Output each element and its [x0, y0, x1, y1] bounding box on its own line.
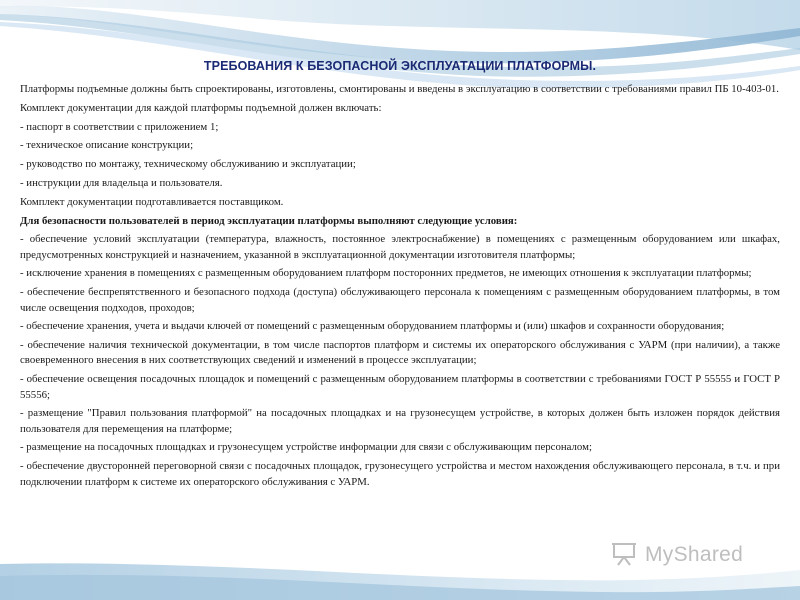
slide-body — [20, 82, 780, 493]
body-paragraph: - обеспечение условий эксплуатации (температура, влажность, постоянное электроснабжение) в помещениях с размещенным оборудованием или шкафах, предусмотренных конструкцией и назначением, указанной в эксплуатационной документации изготовителя платформы; — [20, 233, 780, 261]
body-paragraph: Комплект документации для каждой платформы подъемной должен включать: — [20, 101, 382, 114]
body-paragraph: - обеспечение освещения посадочных площадок и помещений с размещенным оборудованием платформы в соответствии с требованиями ГОСТ Р 55555 и ГОСТ Р 55556; — [20, 373, 780, 401]
body-paragraph: - обеспечение беспрепятственного и безопасного подхода (доступа) обслуживающего персонала к помещениям с размещенным оборудованием платформы, в том числе освещения подходов, проходов; — [20, 286, 780, 314]
watermark — [605, 540, 785, 568]
body-paragraph: - паспорт в соответствии с приложением 1; — [20, 120, 219, 133]
body-paragraph: - инструкции для владельца и пользователя. — [20, 176, 223, 189]
body-paragraph: - размещение "Правил пользования платформой" на посадочных площадках и на грузонесущем устройстве, в которых должен быть изложен порядок действия пользователя для перемещения на платформе; — [20, 407, 780, 435]
body-paragraph: - техническое описание конструкции; — [20, 139, 194, 152]
body-paragraph: - обеспечение наличия технической документации, в том числе паспортов платформ и системы их операторского обслуживания с УАРМ (при наличии), а также своевременного внесения в них соответствующих сведений и изменений в процессе эксплуатации; — [20, 339, 780, 367]
body-paragraph: - обеспечение хранения, учета и выдачи ключей от помещений с размещенным оборудованием платформы и (или) шкафов и сохранности оборудования; — [20, 320, 725, 333]
body-paragraph: - руководство по монтажу, техническому обслуживанию и эксплуатации; — [20, 158, 356, 171]
presentation-board-icon — [611, 542, 637, 566]
watermark-text: MyShared — [645, 543, 744, 566]
body-paragraph: Платформы подъемные должны быть спроектированы, изготовлены, смонтированы и введены в эксплуатацию в соответствии с требованиями правил ПБ 10-403-01. — [20, 83, 779, 95]
slide-title: ТРЕБОВАНИЯ К БЕЗОПАСНОЙ ЭКСПЛУАТАЦИИ ПЛАТФОРМЫ. — [203, 59, 597, 73]
body-paragraph: - размещение на посадочных площадках и грузонесущем устройстве информации для связи с обслуживающим персоналом; — [20, 441, 592, 454]
body-paragraph: Комплект документации подготавливается поставщиком. — [20, 195, 284, 208]
section-heading: Для безопасности пользователей в период эксплуатации платформы выполняют следующие условия: — [20, 214, 518, 227]
body-paragraph: - исключение хранения в помещениях с размещенным оборудованием платформ посторонних предметов, не имеющих отношения к эксплуатации платформы; — [20, 267, 752, 280]
body-paragraph: - обеспечение двусторонней переговорной связи с посадочных площадок, грузонесущего устройства и местом нахождения обслуживающего персонала, в т.ч. и при подключении платформ к системе их операторского обслуживания с УАРМ. — [20, 460, 780, 488]
